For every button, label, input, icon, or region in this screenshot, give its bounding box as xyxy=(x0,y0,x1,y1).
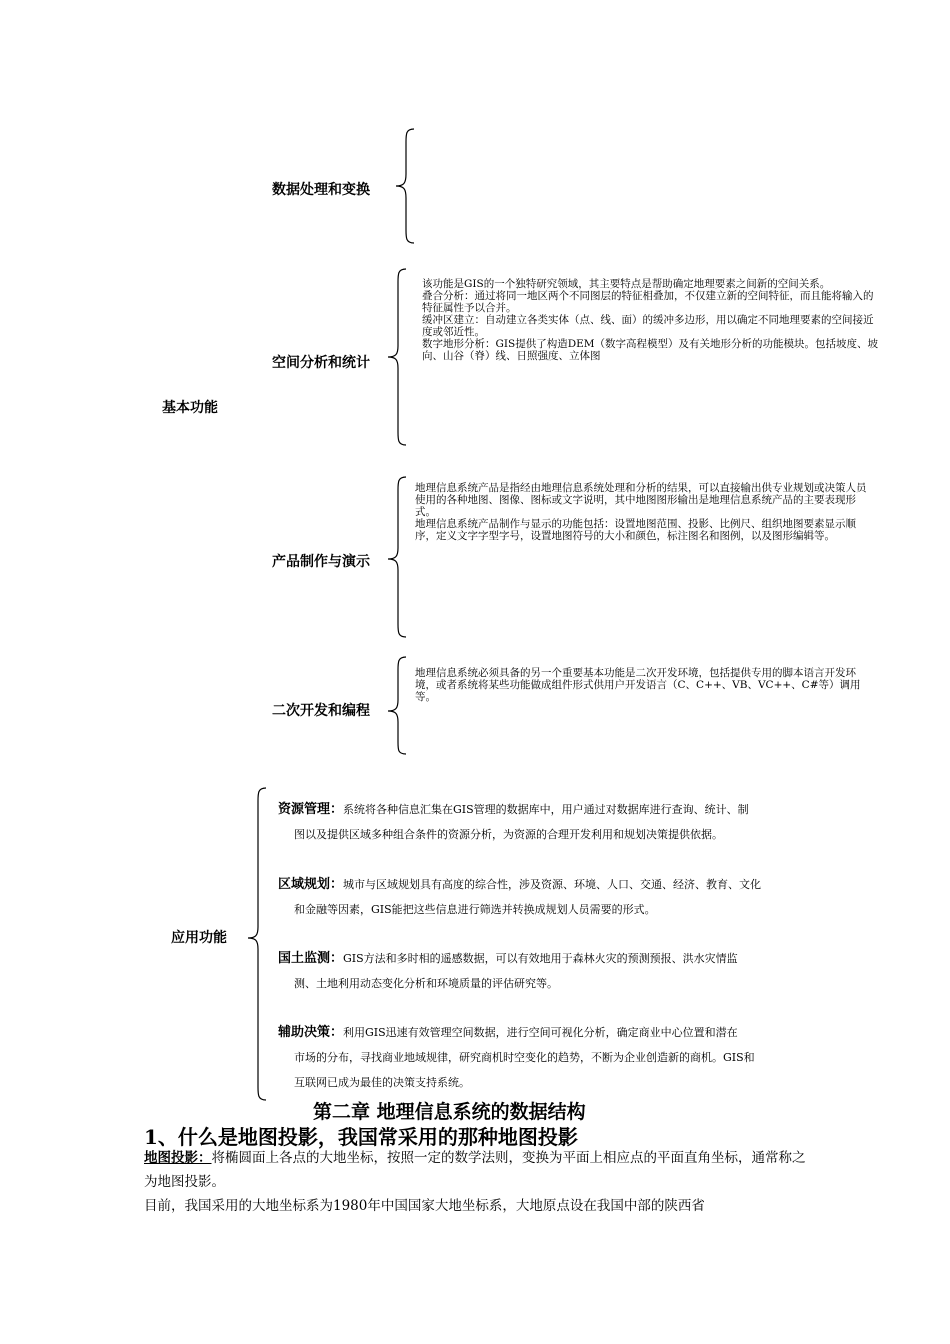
secondary-development-text: 地理信息系统必须具备的另一个重要基本功能是二次开发环境，包括提供专用的脚本语言开发环境，或者系统将某些功能做成组件形式供用户开发语言（C、C++、VB、VC++、C#等）调用等。 xyxy=(415,667,861,703)
question-heading: 1、什么是地图投影，我国常采用的那种地图投影 xyxy=(144,1125,578,1149)
brace xyxy=(386,476,410,639)
app-item-resource: 资源管理：系统将各种信息汇集在GIS管理的数据库中，用户通过对数据库进行查询、统计、制 图以及提供区域多种组合条件的资源分析，为资源的合理开发利用和规划决策提供依据。 xyxy=(278,802,749,841)
item-product-making: 产品制作与演示 xyxy=(272,554,370,570)
chapter-title: 第二章 地理信息系统的数据结构 xyxy=(313,1101,586,1123)
basic-functions-title: 基本功能 xyxy=(162,400,218,416)
app-item-land-monitoring: 国土监测：GIS方法和多时相的遥感数据，可以有效地用于森林火灾的预测预报、洪水灾情监 测、土地利用动态变化分析和环境质量的评估研究等。 xyxy=(278,951,738,990)
product-making-text: 地理信息系统产品是指经由地理信息系统处理和分析的结果，可以直接输出供专业规划或决策人员使用的各种地图、图像、图标或文字说明，其中地图图形输出是地理信息系统产品的主要表现形式。 地理信息系统产品制作与显示的功能包括：设置地图范围、投影、比例尺、组织地图要素显示顺序，定义文字字型字号，设置地图符号的大小和颜色，标注图名和图例，以及图形编辑等。 xyxy=(415,482,867,542)
brace xyxy=(246,787,270,1103)
item-secondary-development: 二次开发和编程 xyxy=(272,703,370,719)
app-item-decision-support: 辅助决策：利用GIS迅速有效管理空间数据，进行空间可视化分析，确定商业中心位置和潜在 市场的分布，寻找商业地域规律，研究商机时空变化的趋势，不断为企业创造新的商机。GIS和 互联网已成为最佳的决策支持系统。 xyxy=(278,1025,755,1089)
brace xyxy=(386,268,410,446)
app-item-regional-planning: 区域规划：城市与区域规划具有高度的综合性，涉及资源、环境、人口、交通、经济、教育、文化 和金融等因素，GIS能把这些信息进行筛选并转换成规划人员需要的形式。 xyxy=(278,877,762,916)
item-spatial-analysis: 空间分析和统计 xyxy=(272,355,370,371)
spatial-analysis-text: 该功能是GIS的一个独特研究领域，其主要特点是帮助确定地理要素之间新的空间关系。 叠合分析：通过将同一地区两个不同图层的特征相叠加，不仅建立新的空间特征，而且能将输入的特征属性予以合并。 缓冲区建立：自动建立各类实体（点、线、面）的缓冲多边形，用以确定不同地理要素的空间接近度或邻近性。 数字地形分析：GIS提供了构造DEM（数字高程模型）及有关地形分析的功能模块。包括坡度、坡向、山谷（脊）线、日照强度、立体图 xyxy=(422,278,879,362)
definition-paragraph: 地图投影：将椭圆面上各点的大地坐标，按照一定的数学法则，变换为平面上相应点的平面直角坐标，通常称之为地图投影。 xyxy=(144,1150,806,1190)
body-paragraph: 目前，我国采用的大地坐标系为1980年中国国家大地坐标系，大地原点设在我国中部的陕西省 xyxy=(144,1198,705,1214)
brace xyxy=(386,656,410,756)
application-functions-title: 应用功能 xyxy=(171,930,227,946)
definition-term: 地图投影： xyxy=(144,1150,212,1166)
item-data-processing: 数据处理和变换 xyxy=(272,182,370,198)
brace xyxy=(394,128,418,244)
